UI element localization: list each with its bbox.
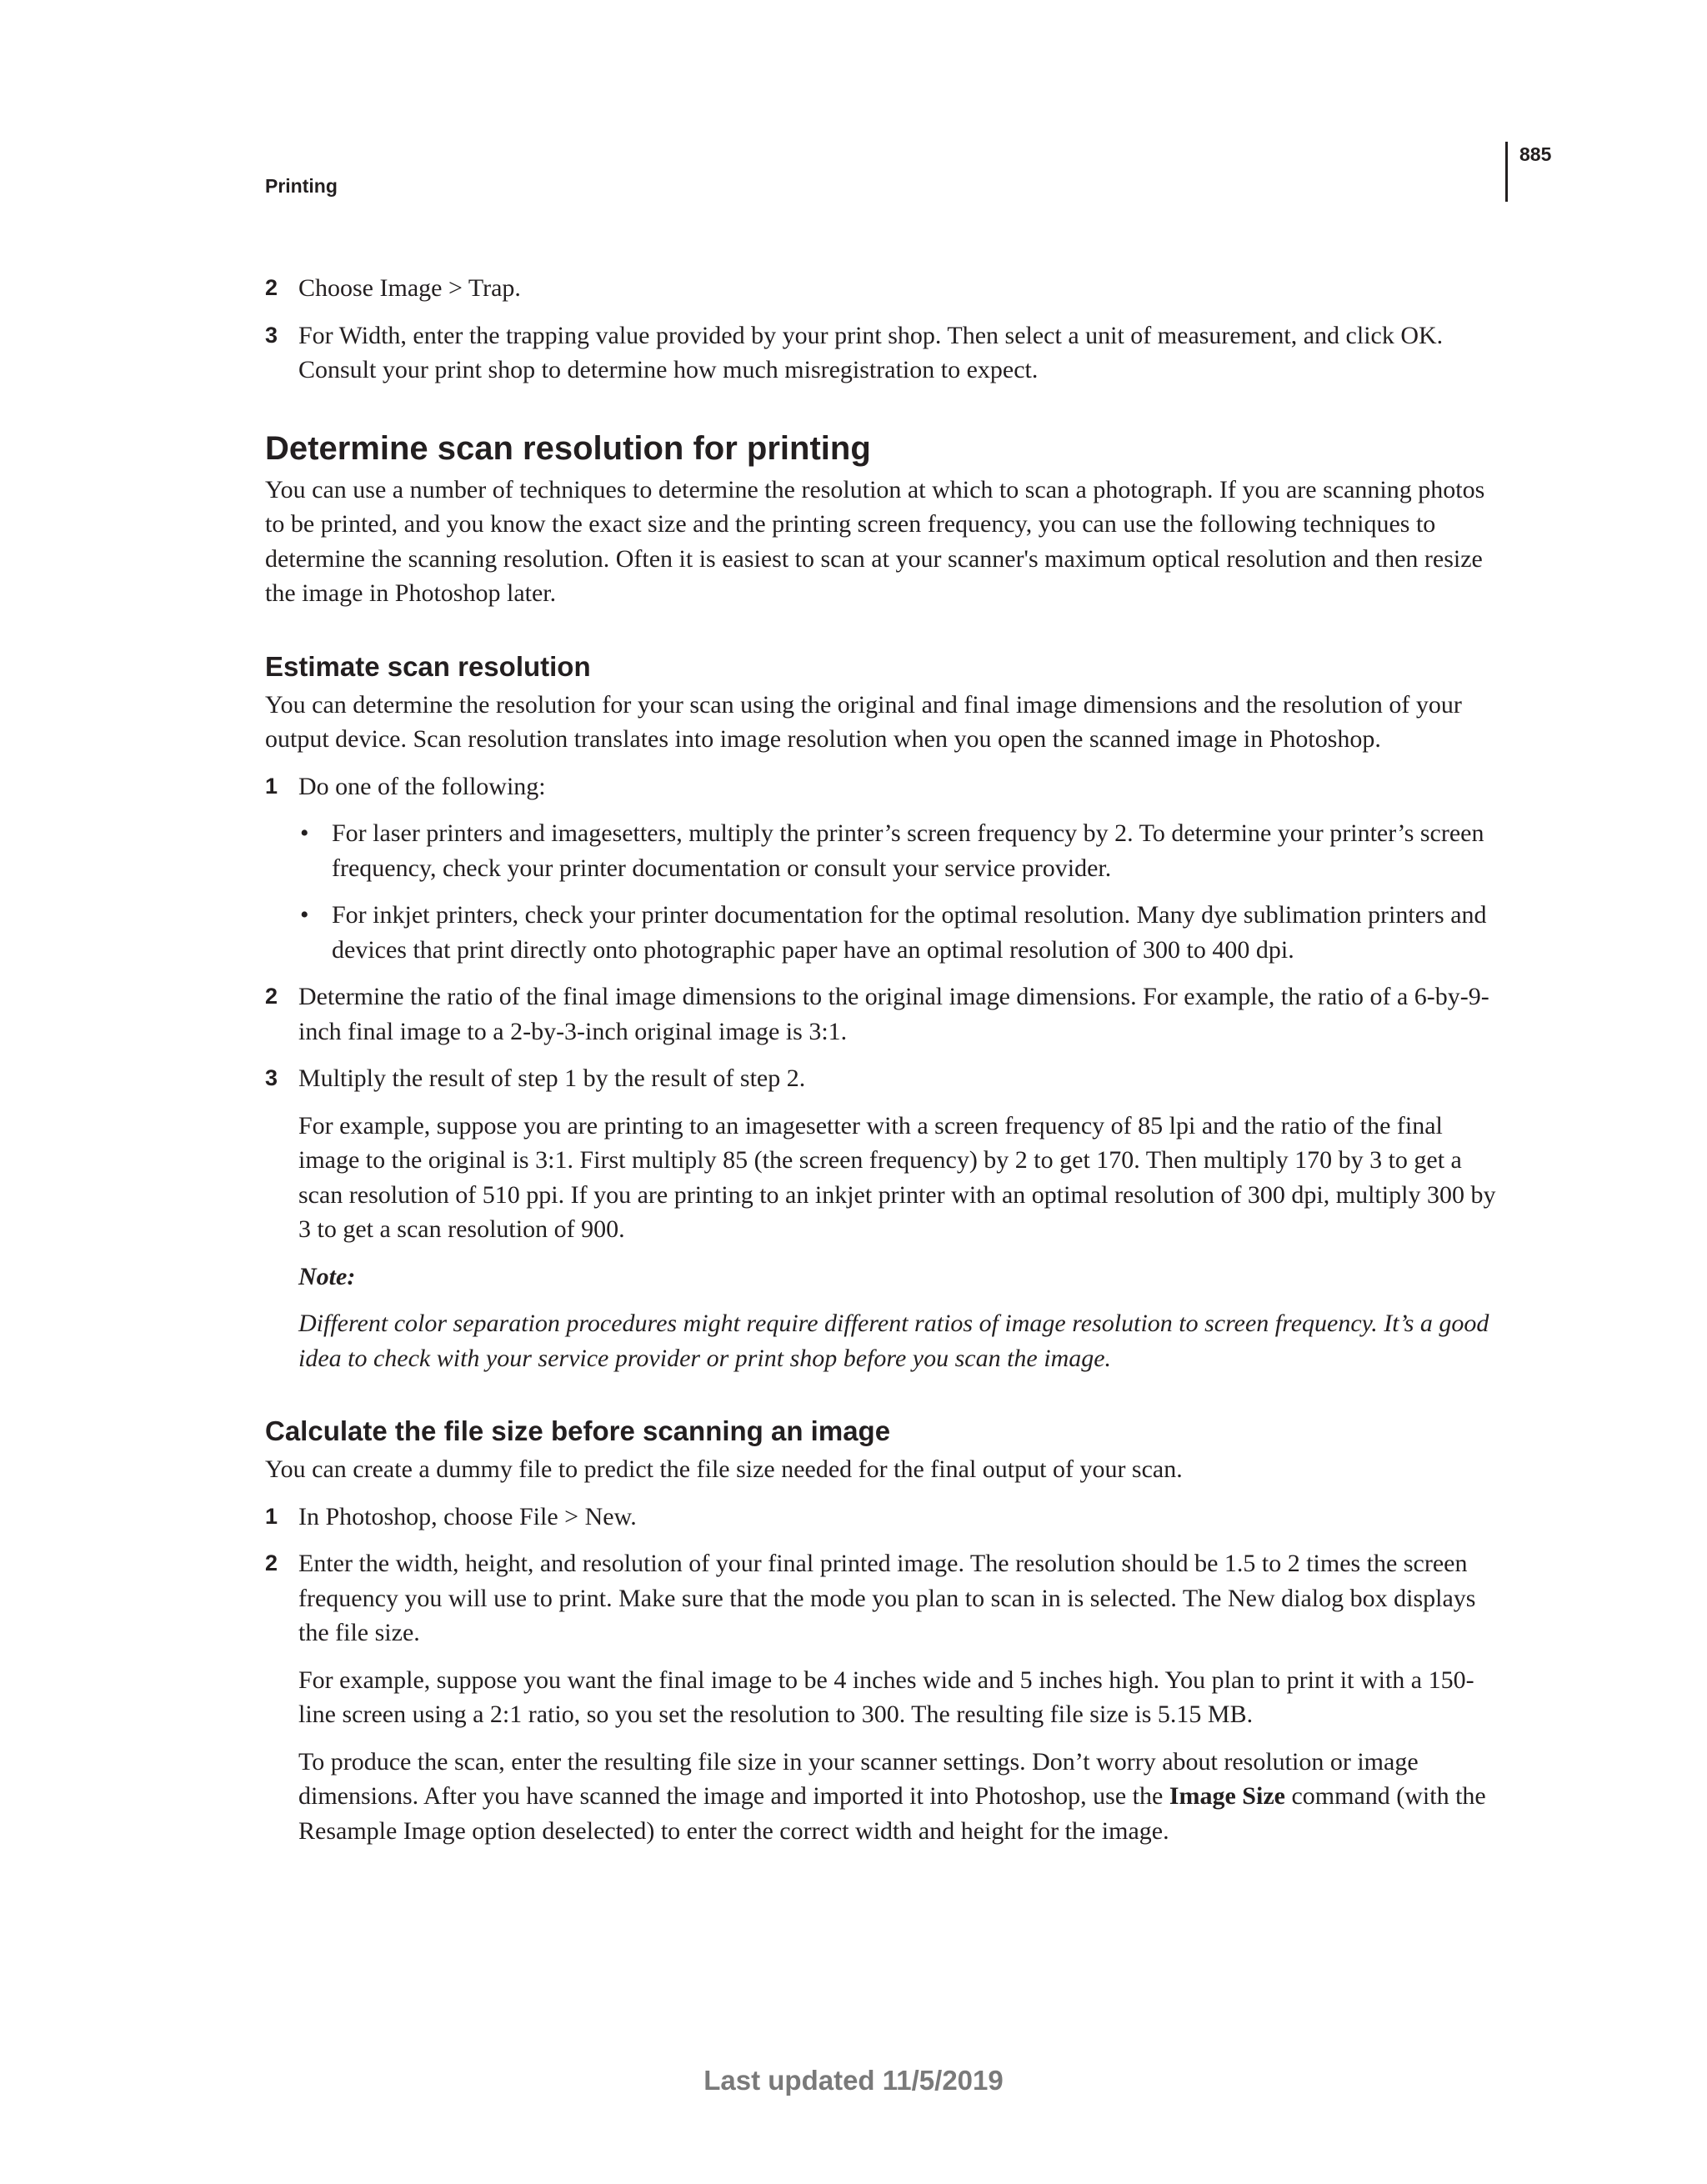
example-paragraph: For example, suppose you want the final image to be 4 inches wide and 5 inches high. You plan to print it with a 150-line screen using a 2:1 ratio, so you set the resolution to 300. The resulting file size is 5.15 MB. [298,1666,1474,1728]
footer-last-updated: Last updated 11/5/2019 [703,2065,1004,2096]
image-size-command: Image Size [1169,1782,1285,1810]
note-label: Note: [298,1262,356,1290]
estimate-step-1 [265,769,1499,804]
final-text-after: command (with the Resample Image option deselected) to enter the correct width and height for the image. [298,1782,1486,1845]
bullet-text: For inkjet printers, check your printer documentation for the optimal resolution. Many dye sublimation printers and devices that print directly onto photographic paper have an optimal resolution of 300 to 400 dpi. [332,901,1487,964]
step-number: 2 [265,984,278,1009]
subsection-heading-estimate: Estimate scan resolution [265,650,591,682]
step-text: Enter the width, height, and resolution of your final printed image. The resolution should be 1.5 to 2 times the screen frequency you will use to print. Make sure that the mode you plan to scan in is selected. The New dialog box displays the file size. [298,1550,1476,1646]
step-number: 3 [265,1065,278,1090]
step-text: Multiply the result of step 1 by the result of step 2. [298,1064,806,1092]
step-number: 3 [265,322,278,348]
estimate-step-3 [265,1061,1499,1096]
subsection-intro-paragraph: You can create a dummy file to predict the file size needed for the final output of your scan. [265,1455,1183,1483]
example-paragraph: For example, suppose you are printing to an imagesetter with a screen frequency of 85 lpi and the ratio of the final image to the original is 3:1. First multiply 85 (the screen frequency) by 2 to get 170. Then multiply 170 by 3 to get a scan resolution of 510 ppi. If you are printing to an inkjet printer with an optimal resolution of 300 dpi, multiply 300 by 3 to get a scan resolution of 900. [298,1111,1496,1243]
section-heading-scan-resolution: Determine scan resolution for printing [265,429,871,467]
note-text: Different color separation procedures might require different ratios of image resolution to screen frequency. It’s a good idea to check with your service provider or print shop before you scan the image. [298,1310,1489,1372]
page-number: 885 [1519,143,1552,165]
intro-step-2 [265,271,1499,306]
bullet-mark: • [300,819,309,847]
step-number: 1 [265,773,278,799]
subsection-intro-paragraph: You can determine the resolution for your scan using the original and final image dimensions and the resolution of your output device. Scan resolution translates into image resolution when you open the scanned image in Photoshop. [265,690,1462,753]
bullet-text: For laser printers and imagesetters, multiply the printer’s screen frequency by 2. To determine your printer’s screen frequency, check your printer documentation or consult your service provider. [332,819,1484,882]
step-text: Choose Image > Trap. [298,274,521,302]
section-intro-paragraph: You can use a number of techniques to determine the resolution at which to scan a photograph. If you are scanning photos to be printed, and you know the exact size and the printing screen frequency, you can use the following techniques to determine the scanning resolution. Often it is easiest to scan at your scanner's maximum optical resolution and then resize the image in Photoshop later. [265,475,1485,607]
step-number: 1 [265,1503,278,1529]
final-text-before: To produce the scan, enter the resulting file size in your scanner settings. Don’t worry about resolution or image dimensions. After you have scanned the image and imported it into Photoshop, use the [298,1747,1419,1810]
final-paragraph [265,1745,1499,1849]
step-text: For Width, enter the trapping value provided by your print shop. Then select a unit of measurement, and click OK. Consult your print shop to determine how much misregistration to expect. [298,321,1444,383]
estimate-step-2 [265,979,1499,1049]
filesize-step-1 [265,1500,1499,1535]
bullet-laser-printers [265,816,1499,885]
running-header-section: Printing [265,175,338,197]
page-content [265,271,1499,1861]
bullet-mark: • [300,901,309,929]
step-text: In Photoshop, choose File > New. [298,1502,637,1530]
step-text: Do one of the following: [298,772,546,800]
intro-step-3 [265,318,1499,388]
step-number: 2 [265,1550,278,1575]
subsection-heading-file-size: Calculate the file size before scanning an image [265,1415,891,1446]
step-text: Determine the ratio of the final image dimensions to the original image dimensions. For example, the ratio of a 6-by-9-inch final image to a 2-by-3-inch original image is 3:1. [298,983,1489,1045]
header-divider [1505,142,1508,202]
bullet-inkjet-printers [265,898,1499,967]
filesize-step-2 [265,1546,1499,1651]
step-number: 2 [265,275,278,300]
